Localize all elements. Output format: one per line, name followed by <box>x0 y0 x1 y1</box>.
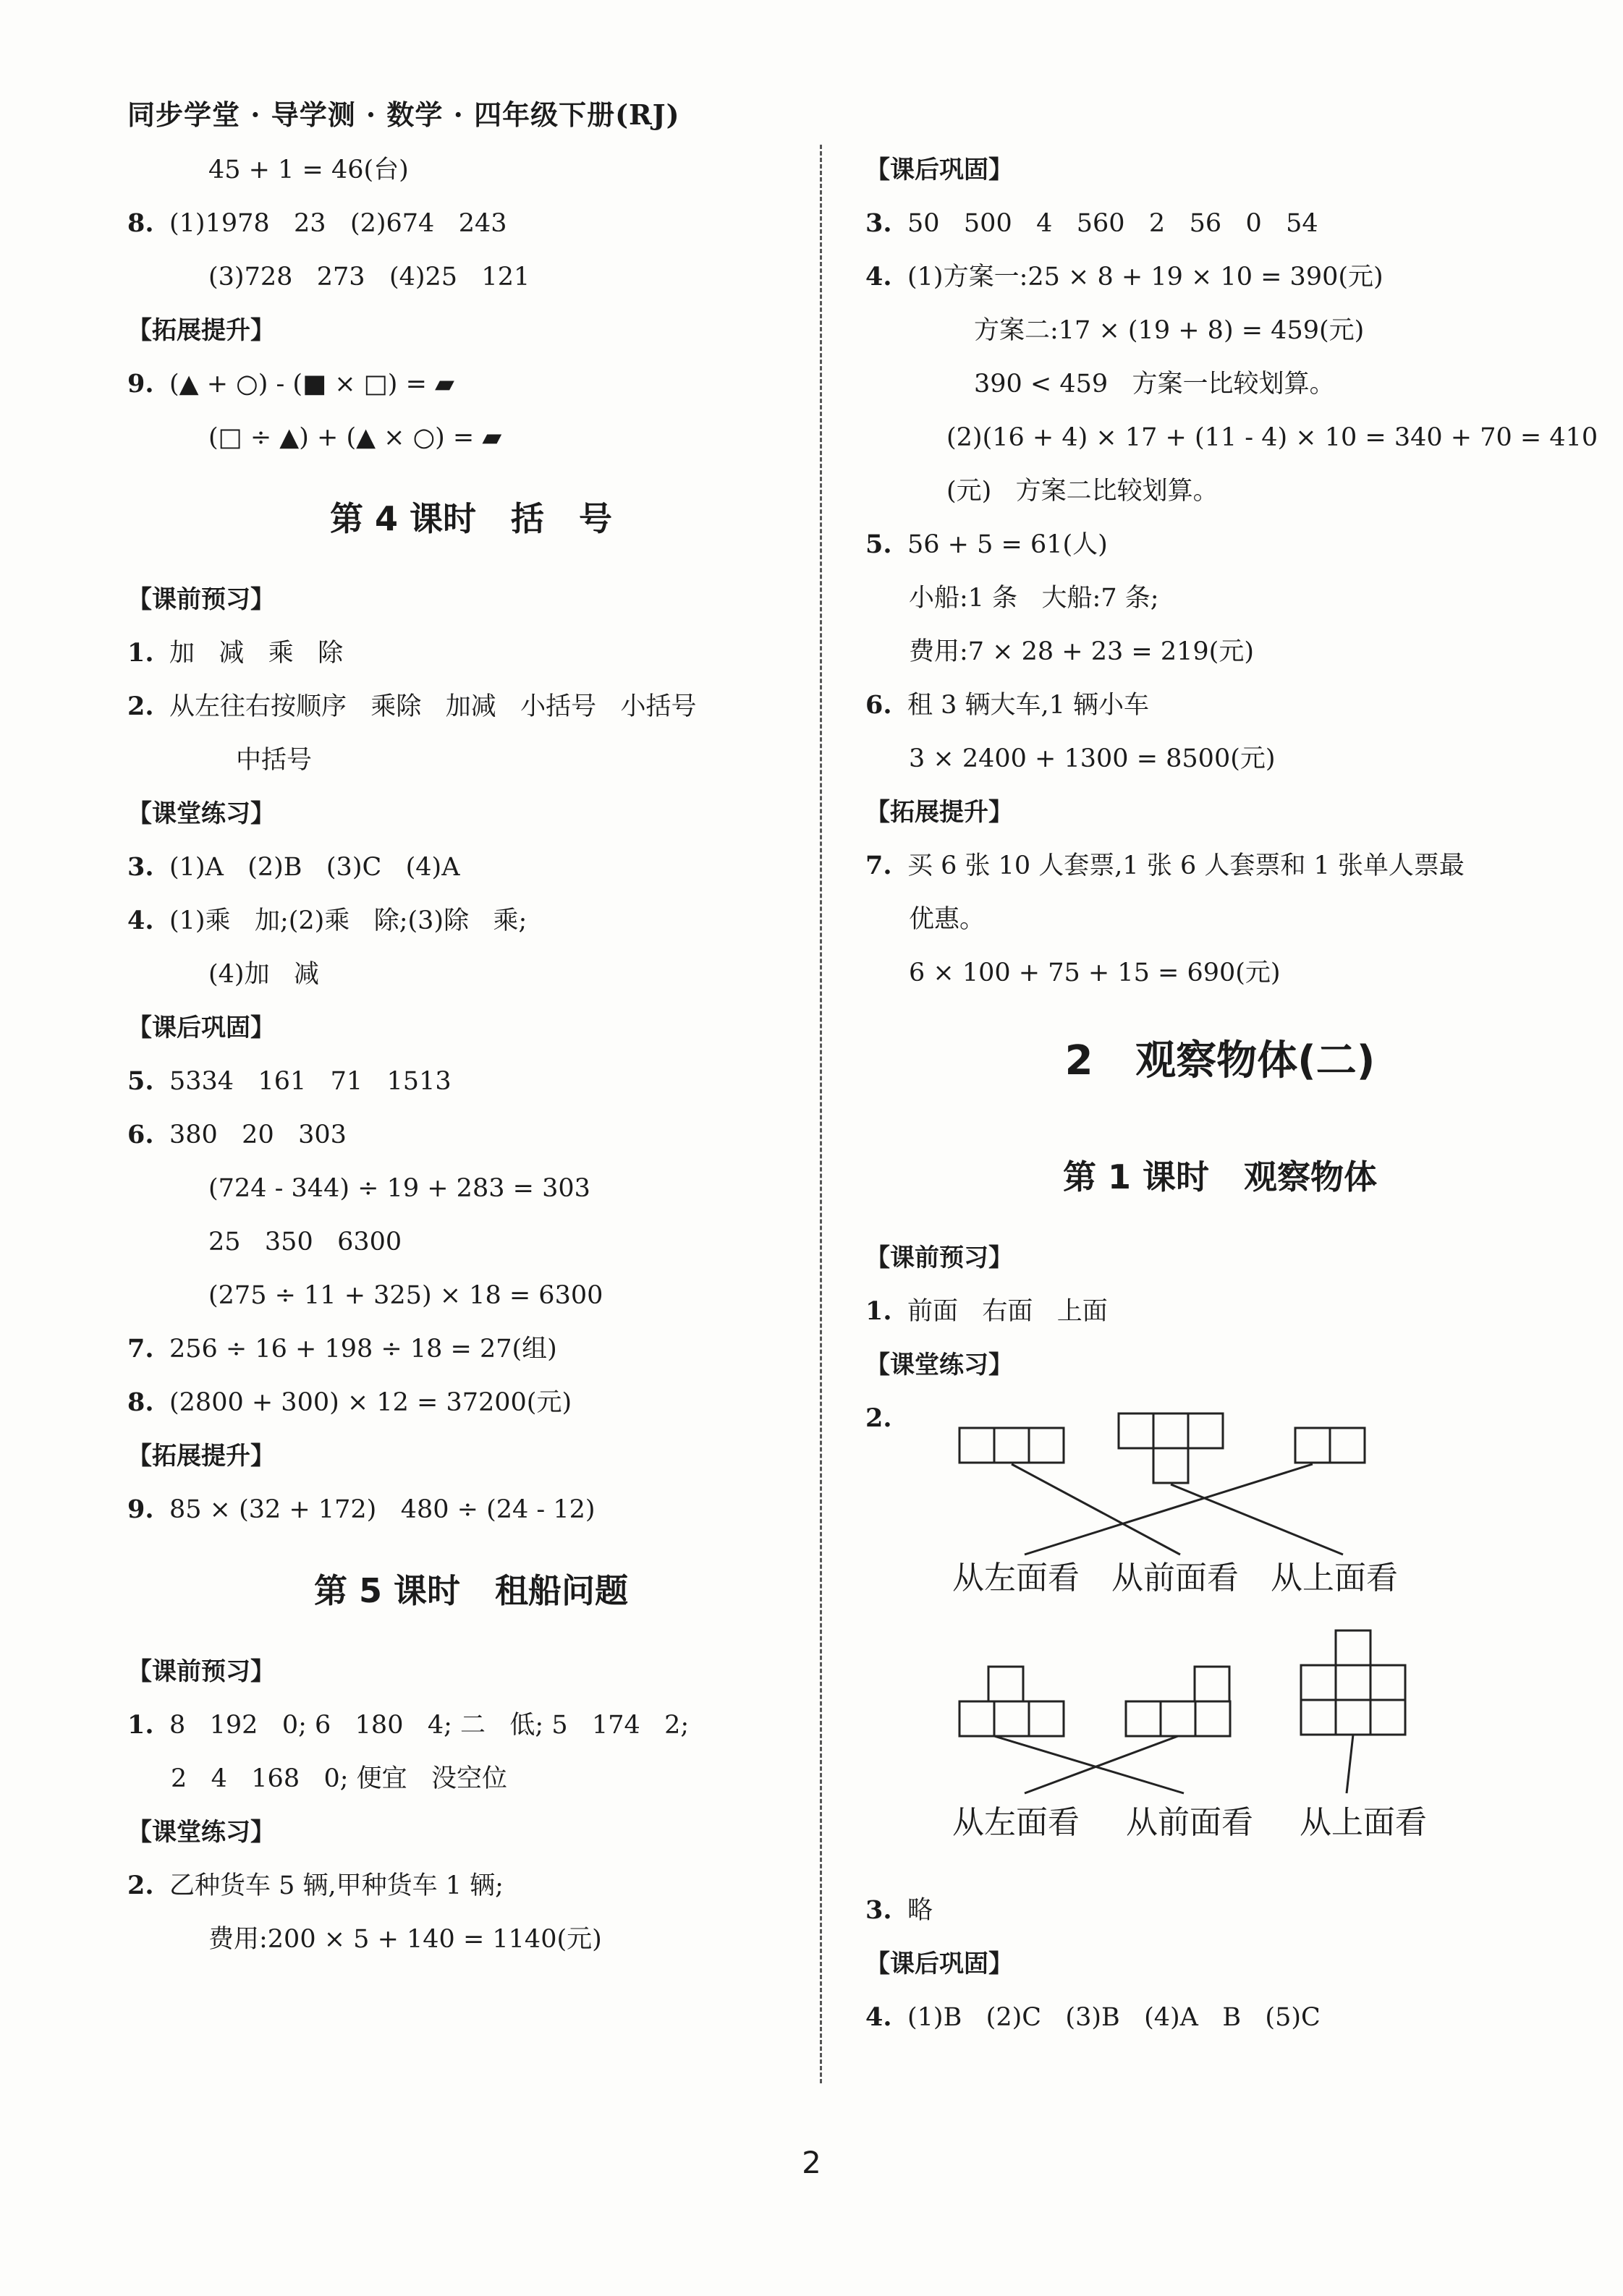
answer-line <box>127 626 815 680</box>
section-label-row <box>127 1001 815 1055</box>
answer-text: 2 4 168 0; 便宜 没空位 <box>171 1764 508 1793</box>
answer-line <box>865 1884 1575 1937</box>
section-label-row <box>127 787 815 841</box>
answer-text: 380 20 303 <box>169 1121 347 1149</box>
question-number: 1. <box>865 1296 892 1326</box>
label-from-left: 从左面看 <box>952 1804 1080 1841</box>
answer-text: (3)728 273 (4)25 121 <box>208 263 530 292</box>
shape-step-left <box>959 1667 1064 1736</box>
shape-tower <box>1301 1630 1405 1735</box>
view-matching-figure-2 <box>865 1623 1575 1884</box>
grid-square <box>1336 1630 1370 1665</box>
answer-continuation <box>127 143 815 197</box>
answer-line <box>127 1698 815 1752</box>
answer-line <box>127 1376 815 1429</box>
answer-text: 50 500 4 560 2 56 0 54 <box>907 209 1318 238</box>
shape-three-in-row <box>959 1428 1064 1463</box>
answer-continuation <box>127 1752 815 1806</box>
question-number: 6. <box>127 1120 154 1149</box>
answer-line <box>865 1285 1575 1338</box>
question-number: 8. <box>127 208 154 238</box>
grid-square <box>1161 1701 1195 1736</box>
answer-text: (2)(16 + 4) × 17 + (11 - 4) × 10 = 340 + 70 = 410 <box>946 423 1598 452</box>
answer-text: 8 192 0; 6 180 4; 二 低; 5 174 2; <box>169 1711 690 1740</box>
question-number: 7. <box>865 851 892 880</box>
grid-square <box>1295 1428 1330 1463</box>
answer-text: 85 × (32 + 172) 480 ÷ (24 - 12) <box>169 1495 596 1524</box>
section-label: 【拓展提升】 <box>865 798 1013 827</box>
label-from-left: 从左面看 <box>952 1560 1080 1596</box>
answer-text: (□ ÷ ▲) + (▲ × ○) = ▰ <box>208 423 502 452</box>
answer-text: (275 ÷ 11 + 325) × 18 = 6300 <box>208 1281 603 1310</box>
grid-square <box>994 1701 1029 1736</box>
answer-line <box>127 1859 815 1913</box>
grid-square <box>1370 1665 1405 1700</box>
grid-square <box>959 1428 994 1463</box>
question-number: 1. <box>127 1710 154 1740</box>
question-number: 3. <box>865 208 892 238</box>
section-label-row <box>127 304 815 357</box>
answer-line <box>865 518 1575 571</box>
grid-square <box>988 1667 1023 1701</box>
section-label-row <box>127 1645 815 1698</box>
answer-text: 买 6 张 10 人套票,1 张 6 人套票和 1 张单人票最 <box>907 851 1465 880</box>
figure-1-svg <box>909 1392 1560 1623</box>
answer-text: 费用:200 × 5 + 140 = 1140(元) <box>208 1925 602 1954</box>
section-label-row <box>865 143 1575 197</box>
question-number: 2. <box>127 1871 154 1900</box>
answer-text: 25 350 6300 <box>208 1228 402 1257</box>
question-number: 6. <box>865 690 892 720</box>
answer-line <box>127 1108 815 1162</box>
shape-step-right <box>1126 1667 1230 1736</box>
running-header: 同步学堂 · 导学测 · 数学 · 四年级下册(RJ) <box>127 98 680 131</box>
section-label: 【课前预习】 <box>865 1243 1013 1272</box>
answer-continuation <box>127 948 815 1001</box>
question-number: 7. <box>127 1334 154 1364</box>
answer-line <box>127 680 815 734</box>
answer-line <box>865 839 1575 893</box>
grid-square <box>1153 1448 1188 1483</box>
answer-text: 略 <box>907 1896 933 1925</box>
section-label-row <box>127 1429 815 1483</box>
grid-square <box>1370 1700 1405 1735</box>
answer-continuation <box>127 1215 815 1269</box>
answer-text: 3 × 2400 + 1300 = 8500(元) <box>909 744 1276 773</box>
grid-square <box>1119 1413 1153 1448</box>
grid-square <box>1029 1428 1064 1463</box>
answer-continuation <box>865 893 1575 946</box>
grid-square <box>959 1701 994 1736</box>
question-number: 1. <box>127 638 154 668</box>
question-number: 2. <box>127 692 154 721</box>
answer-continuation <box>865 411 1598 464</box>
view-matching-figure-1 <box>865 1392 1575 1623</box>
answer-text: 方案二:17 × (19 + 8) = 459(元) <box>974 316 1365 345</box>
answer-text: (1)1978 23 (2)674 243 <box>169 209 507 238</box>
section-label-row <box>865 786 1575 839</box>
answer-continuation <box>865 464 1575 518</box>
left-column <box>127 143 815 1966</box>
answer-text: (1)方案一:25 × 8 + 19 × 10 = 390(元) <box>907 263 1383 292</box>
answer-line <box>127 1322 815 1376</box>
column-divider <box>820 145 822 2083</box>
answer-text: (724 - 344) ÷ 19 + 283 = 303 <box>208 1174 590 1203</box>
match-line <box>1171 1484 1343 1555</box>
section-label: 【课前预习】 <box>127 585 275 614</box>
grid-square <box>1195 1667 1229 1701</box>
match-line <box>1012 1464 1180 1555</box>
answer-continuation <box>127 411 815 464</box>
section-label: 【课后巩固】 <box>865 1950 1013 1978</box>
grid-square <box>1188 1413 1223 1448</box>
answer-line <box>865 197 1575 250</box>
answer-continuation <box>127 1269 815 1322</box>
match-line <box>1025 1464 1313 1555</box>
answer-continuation <box>127 1913 815 1966</box>
section-label: 【课堂练习】 <box>127 1818 275 1847</box>
question-number: 9. <box>127 1494 154 1524</box>
answer-text: 租 3 辆大车,1 辆小车 <box>907 691 1150 720</box>
section-label: 【课堂练习】 <box>865 1351 1013 1379</box>
section-label: 【拓展提升】 <box>127 1442 275 1471</box>
answer-line <box>865 679 1575 732</box>
section-label: 【课后巩固】 <box>127 1013 275 1042</box>
answer-text: (1)乘 加;(2)乘 除;(3)除 乘; <box>169 906 527 935</box>
answer-text: 56 + 5 = 61(人) <box>907 530 1108 559</box>
label-from-front: 从前面看 <box>1111 1560 1239 1596</box>
answer-continuation <box>865 732 1575 786</box>
grid-square <box>1195 1701 1230 1736</box>
answer-line <box>127 1483 815 1536</box>
label-from-front: 从前面看 <box>1126 1804 1253 1841</box>
section-label-row <box>127 1806 815 1859</box>
answer-line <box>127 357 815 411</box>
answer-text: (1)B (2)C (3)B (4)A B (5)C <box>907 2003 1321 2032</box>
shape-two-in-row <box>1295 1428 1365 1463</box>
question-number: 5. <box>865 530 892 559</box>
answer-continuation <box>865 571 1575 625</box>
question-number: 8. <box>127 1387 154 1417</box>
match-line <box>1347 1735 1353 1793</box>
grid-square <box>994 1428 1029 1463</box>
grid-square <box>1301 1665 1336 1700</box>
section-label: 【课前预习】 <box>127 1657 275 1686</box>
answer-text: (2800 + 300) × 12 = 37200(元) <box>169 1388 572 1417</box>
answer-continuation <box>127 1162 815 1215</box>
answer-line <box>865 1991 1575 2044</box>
question-number: 4. <box>127 906 154 935</box>
section-label: 【拓展提升】 <box>127 316 275 345</box>
answer-line <box>127 841 815 894</box>
answer-line <box>127 894 815 948</box>
answer-continuation <box>865 625 1575 679</box>
section-label: 【课后巩固】 <box>865 156 1013 184</box>
answer-text: (▲ + ○) - (■ × □) = ▰ <box>169 370 454 399</box>
answer-text: 从左往右按顺序 乘除 加减 小括号 小括号 <box>169 692 697 721</box>
lesson-title: 第 5 课时 租船问题 <box>313 1571 629 1610</box>
answer-text: 390 < 459 方案一比较划算。 <box>974 370 1335 399</box>
answer-text: (元) 方案二比较划算。 <box>946 477 1219 506</box>
section-label-row <box>865 1937 1575 1991</box>
question-number: 5. <box>127 1066 154 1096</box>
answer-continuation <box>127 250 815 304</box>
label-from-top: 从上面看 <box>1271 1560 1398 1596</box>
question-number: 9. <box>127 369 154 399</box>
grid-square <box>1153 1413 1188 1448</box>
right-column <box>865 143 1598 2044</box>
page-number: 2 <box>802 2145 821 2180</box>
answer-text: 优惠。 <box>909 905 986 934</box>
question-number: 4. <box>865 262 892 292</box>
grid-square <box>1336 1665 1370 1700</box>
answer-continuation <box>127 734 815 787</box>
answer-continuation <box>865 357 1575 411</box>
section-label-row <box>127 573 815 626</box>
section-label: 【课堂练习】 <box>127 799 275 828</box>
lesson-title: 第 4 课时 括 号 <box>329 499 613 538</box>
label-from-top: 从上面看 <box>1300 1804 1427 1841</box>
answer-text: 前面 右面 上面 <box>907 1297 1108 1326</box>
figure-2-svg <box>909 1623 1560 1884</box>
answer-continuation <box>865 304 1575 357</box>
question-number: 4. <box>865 2002 892 2032</box>
answer-text: (1)A (2)B (3)C (4)A <box>169 853 460 882</box>
answer-text: 费用:7 × 28 + 23 = 219(元) <box>909 637 1254 666</box>
grid-square <box>1301 1700 1336 1735</box>
shape-t-shape <box>1119 1413 1223 1483</box>
answer-line <box>127 197 815 250</box>
grid-square <box>1330 1428 1365 1463</box>
answer-text: 6 × 100 + 75 + 15 = 690(元) <box>909 958 1281 987</box>
grid-square <box>1336 1700 1370 1735</box>
answer-text: 45 + 1 = 46(台) <box>208 156 409 184</box>
grid-square <box>1126 1701 1161 1736</box>
answer-text: 5334 161 71 1513 <box>169 1067 452 1096</box>
chapter-title: 2 观察物体(二) <box>1064 1037 1376 1084</box>
answer-text: 中括号 <box>236 746 313 775</box>
answer-text: 乙种货车 5 辆,甲种货车 1 辆; <box>169 1871 504 1900</box>
grid-square <box>1029 1701 1064 1736</box>
section-label-row <box>865 1231 1575 1285</box>
answer-text: 小船:1 条 大船:7 条; <box>909 584 1159 613</box>
answer-text: 256 ÷ 16 + 198 ÷ 18 = 27(组) <box>169 1335 557 1364</box>
question-number: 3. <box>127 852 154 882</box>
question-number: 2. <box>865 1403 892 1433</box>
question-number: 3. <box>865 1895 892 1925</box>
answer-line <box>127 1055 815 1108</box>
answer-text: 加 减 乘 除 <box>169 639 344 668</box>
section-label-row <box>865 1338 1575 1392</box>
answer-line <box>865 250 1575 304</box>
answer-text: (4)加 减 <box>208 960 319 989</box>
lesson-title: 第 1 课时 观察物体 <box>1062 1157 1378 1196</box>
answer-continuation <box>865 946 1575 1000</box>
